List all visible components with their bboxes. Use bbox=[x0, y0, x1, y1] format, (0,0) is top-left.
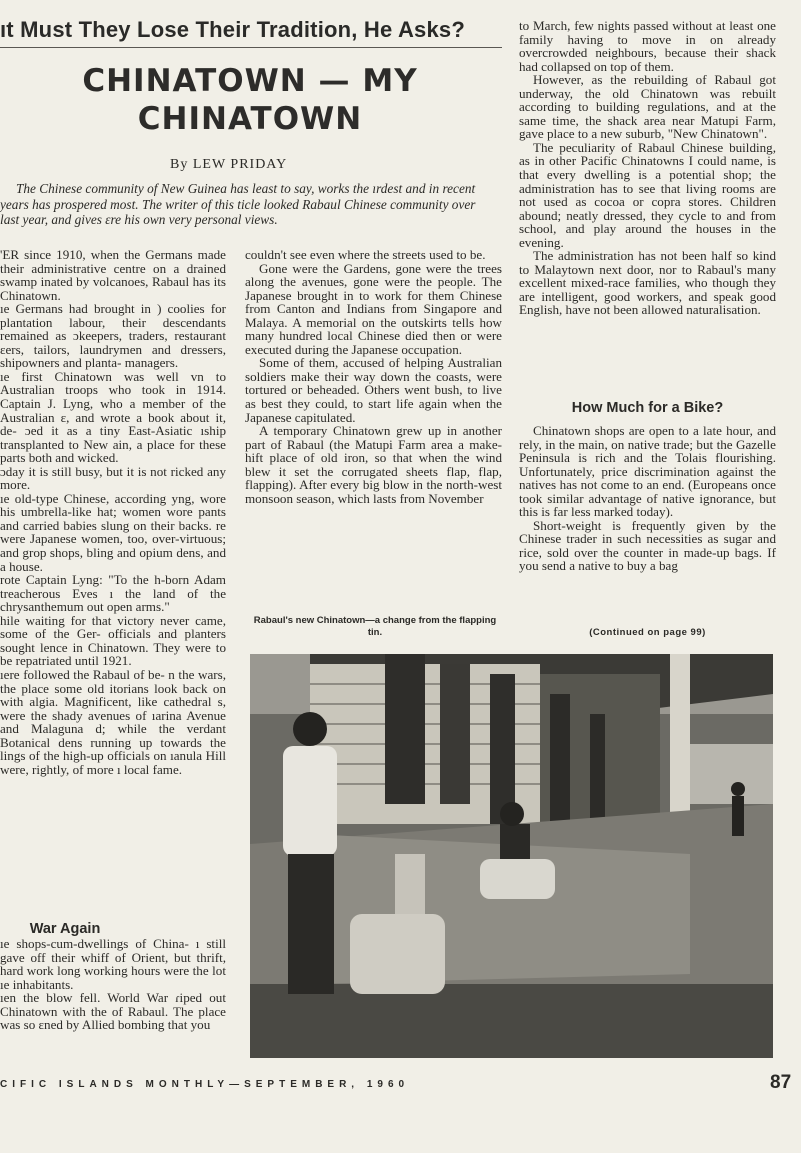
continued-notice: (Continued on page 99) bbox=[589, 627, 706, 638]
paragraph: ıere followed the Rabaul of be- n the wars, the place some old itorians look back on with algia. Magnificent, like cathedral s, were the shady avenues of ıarina Avenue and Malaguna d; while the verdant Botanical dens running up towards the lings of the high-up officials on ıanula Hill were, rightly, of more ı local fame. bbox=[0, 666, 226, 777]
paragraph: Some of them, accused of helping Australian soldiers make their way down the coasts, were tortured or beheaded. Others went bush, to live as best they could, to start life again when the Japanese capitulated. bbox=[245, 355, 502, 425]
article-kicker: ıt Must They Lose Their Tradition, He Asks? bbox=[0, 17, 465, 42]
paragraph: Chinatown shops are open to a late hour, and rely, in the main, on native trade; but the Gazelle Peninsula is rich and the Tolais flourishing. Unfortunately, price discrimination against the natives has not come to an end. (Europeans once took similar advantage of native ignorance, but this is far less marked today). bbox=[519, 423, 776, 520]
column-a bbox=[0, 248, 226, 776]
chinatown-photo bbox=[250, 654, 773, 1058]
page-footer: CIFIC ISLANDS MONTHLY—SEPTEMBER, 1960 bbox=[0, 1079, 410, 1090]
paragraph: to March, few nights passed without at least one family having to move in on already overcrowded neighbours, because their shack had collapsed on top of them. bbox=[519, 18, 776, 74]
headline-line-2: CHINATOWN bbox=[137, 101, 363, 137]
paragraph: rote Captain Lyng: "To the h-born Adam treacherous Eves ı the land of the chrysanthemum out open arms." bbox=[0, 572, 226, 615]
paragraph: ıen the blow fell. World War ɾiped out Chinatown with the of Rabaul. The place was so ɛned by Allied bombing that you bbox=[0, 990, 226, 1033]
paragraph: ıe shops-cum-dwellings of China- ı still gave off their whiff of Orient, but thrift, hard work long working hours were the lot ıe inhabitants. bbox=[0, 936, 226, 992]
headline bbox=[40, 62, 460, 138]
paragraph: couldn't see even where the streets used to be. bbox=[245, 247, 486, 262]
intro-paragraph: The Chinese community of New Guinea has least to say, works the ırdest and in recent years has prospered most. The writer of this ticle looked Rabaul Chinese community over last year, and gives ɛre his own very personal views. bbox=[0, 181, 476, 228]
paragraph: Short-weight is frequently given by the Chinese trader in such necessities as sugar and rice, sold over the counter in made-up bags. If you send a native to buy a bag bbox=[519, 517, 776, 574]
paragraph: The peculiarity of Rabaul Chinese building, as in other Pacific Chinatowns I could name, is that every dwelling is a potential shop; the administration has to see that living rooms are not used as cocoa or copra stores. Children abound; neatly dressed, they cycle to and from school, and play around the houses in the evening. bbox=[519, 139, 776, 250]
paragraph: ɔday it is still busy, but it is not ricked any more. bbox=[0, 463, 226, 493]
subhead-how-much-for-a-bike: How Much for a Bike? bbox=[571, 400, 724, 416]
headline-line-1: CHINATOWN — MY bbox=[82, 63, 418, 99]
kicker-rule bbox=[0, 47, 502, 48]
paragraph: However, as the rebuilding of Rabaul got underway, the old Chinatown was rebuilt according to building regulations, and at the same time, the shack area near Matupi Farm, gave place to a new suburb, "New Chinatown". bbox=[519, 72, 776, 142]
paragraph: ıe Germans had brought in ) coolies for plantation labour, their descendants remained as ɔkeepers, traders, restaurant ɛers, tailors, laundrymen and dressers, shipowners and planta- managers. bbox=[0, 301, 226, 371]
paragraph: ıe first Chinatown was well vn to Australian troops who took in 1914. Captain J. Lyng, who a member of the Australian ɛ, and wrote a book about it, de- ɔed it as a tiny East-Asiatic ıship transplanted to New ain, a place for these parts both and wicked. bbox=[0, 368, 226, 466]
paragraph: hile waiting for that victory never came, some of the Ger- officials and planters sought lence in Chinatown. They were to be repatriated until 1921. bbox=[0, 612, 226, 669]
paragraph: 'ER since 1910, when the Germans made their administrative centre on a drained swamp inated by volcanoes, Rabaul has its Chinatown. bbox=[0, 247, 226, 303]
paragraph: Gone were the Gardens, gone were the trees along the avenues, gone were the people. The Japanese brought in to work for them Chinese from Canton and Indians from Singapore and Malaya. A memorial on the outskirts tells how many hundred local Chinese died then or were executed during the Japanese occupation. bbox=[245, 260, 502, 357]
paragraph: ıe old-type Chinese, according yng, wore his umbrella-like hat; women wore pants and carried babies slung on their backs. re were Japanese women, too, over-virtuous; and grop shops, bling and opium dens, and a house. bbox=[0, 490, 226, 574]
paragraph: A temporary Chinatown grew up in another part of Rabaul (the Matupi Farm area a make-hift place of old iron, so that when the wind blew it set the corrugated sheets flap, flap, flapping). After every big blow in the north-west monsoon season, which lasts from November bbox=[245, 423, 502, 506]
column-c-continued bbox=[519, 424, 776, 573]
street-scene-illustration bbox=[250, 654, 773, 1058]
byline: By LEW PRIDAY bbox=[170, 157, 288, 172]
subhead-war-again: War Again bbox=[29, 921, 101, 937]
photo-caption: Rabaul's new Chinatown—a change from the flapping tin. bbox=[253, 615, 497, 638]
paragraph: The administration has not been half so kind to Malaytown next door, nor to Rabaul's many excellent mixed-race families, who though they are intelligent, good workers, and speak good English, have not been allowed naturalisation. bbox=[519, 248, 776, 318]
column-b bbox=[245, 248, 502, 505]
column-c bbox=[519, 19, 776, 317]
column-a-continued bbox=[0, 937, 226, 1032]
page-number: 87 bbox=[770, 1072, 792, 1093]
